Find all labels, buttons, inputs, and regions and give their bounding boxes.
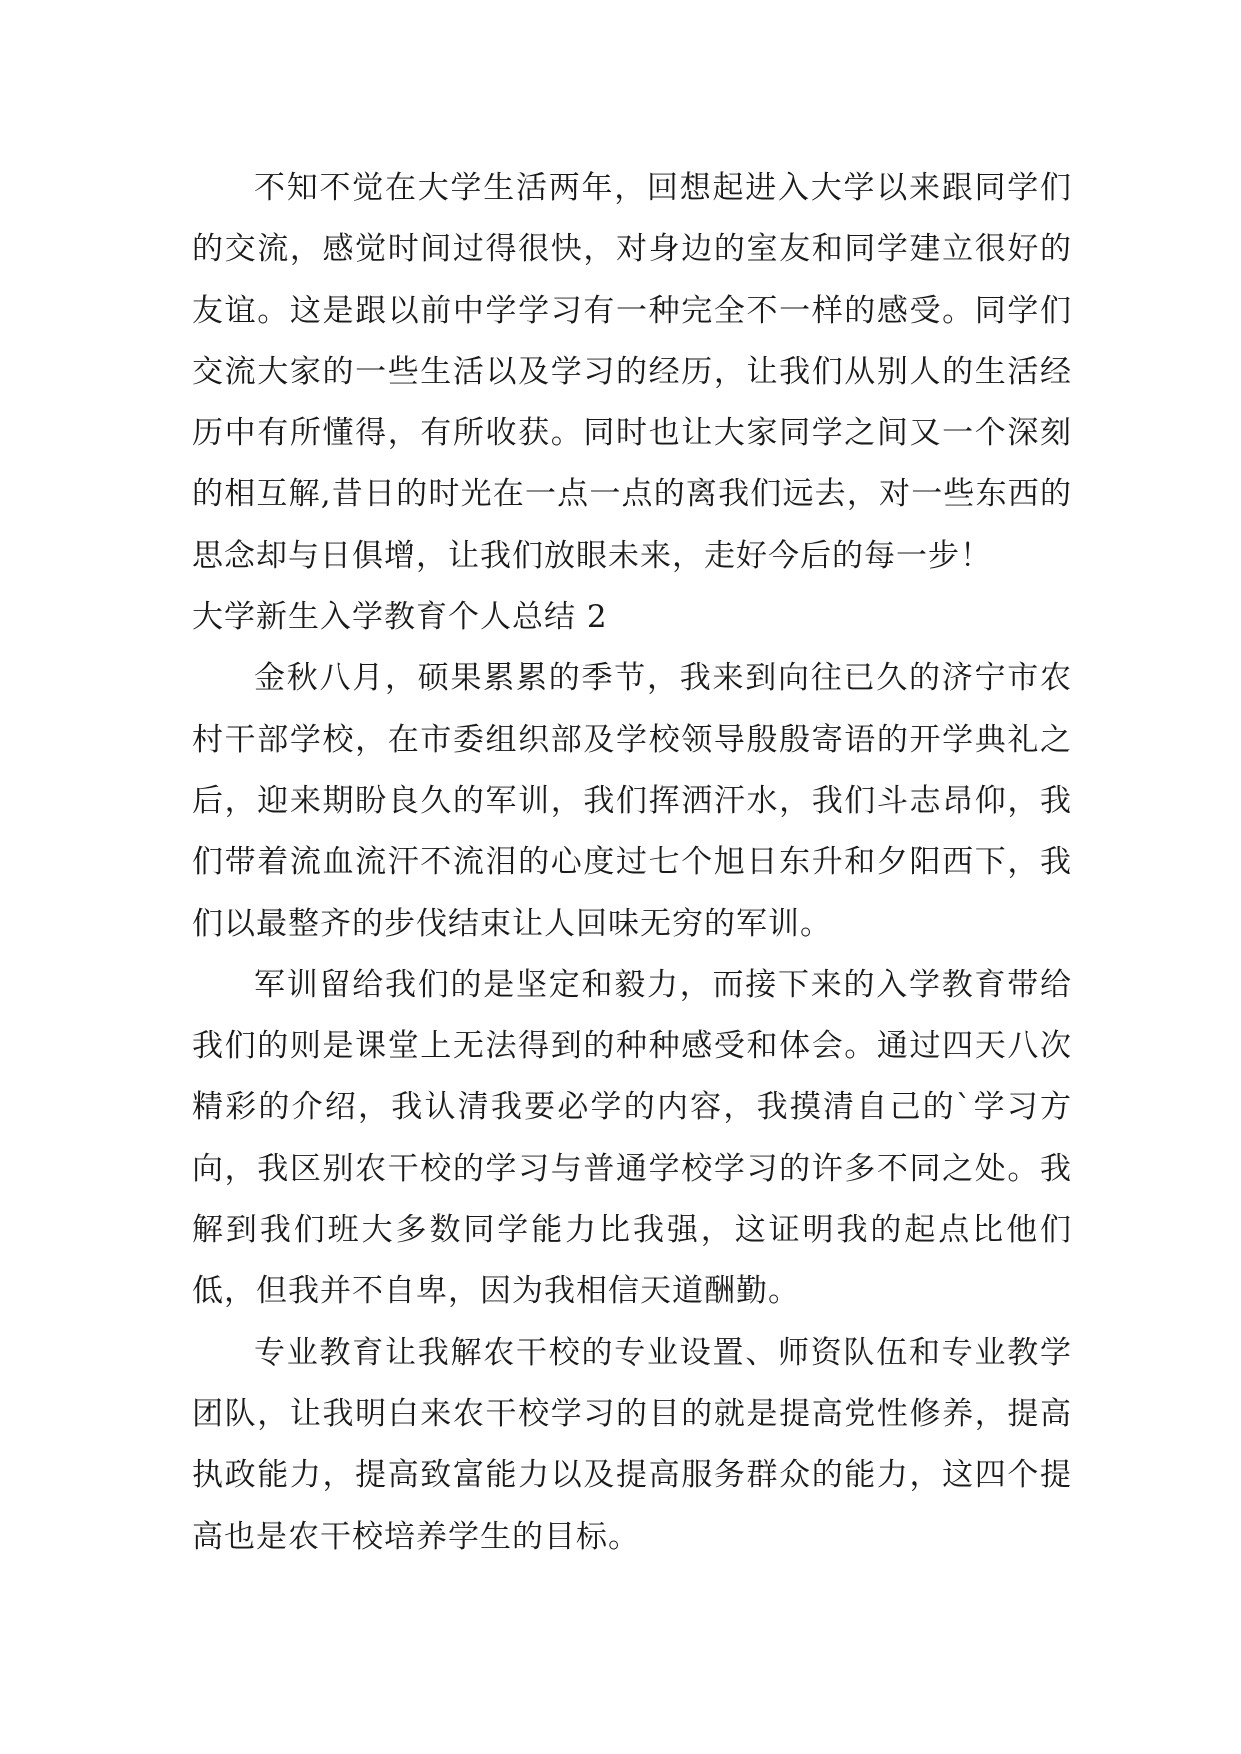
document-body bbox=[192, 158, 1072, 1568]
section-heading: 大学新生入学教育个人总结 2 bbox=[192, 599, 608, 636]
paragraph-professional-education: 专业教育让我解农干校的专业设置、师资队伍和专业教学团队，让我明白来农干校学习的目的就是提高党性修养，提高执政能力，提高致富能力以及提高服务群众的能力，这四个提高也是农干校培养学生的目标。 bbox=[192, 1334, 1072, 1555]
paragraph-military-training: 金秋八月，硕果累累的季节，我来到向往已久的济宁市农村干部学校，在市委组织部及学校领导殷殷寄语的开学典礼之后，迎来期盼良久的军训，我们挥洒汗水，我们斗志昂仰，我们带着流血流汗不流泪的心度过七个旭日东升和夕阳西下，我们以最整齐的步伐结束让人回味无穷的军训。 bbox=[192, 660, 1072, 942]
paragraph-intro: 不知不觉在大学生活两年，回想起进入大学以来跟同学们的交流，感觉时间过得很快，对身边的室友和同学建立很好的友谊。这是跟以前中学学习有一种完全不一样的感受。同学们交流大家的一些生活以及学习的经历，让我们从别人的生活经历中有所懂得，有所收获。同时也让大家同学之间又一个深刻的相互解,昔日的时光在一点一点的离我们远去，对一些东西的思念却与日俱增，让我们放眼未来，走好今后的每一步！ bbox=[192, 170, 1072, 574]
paragraph-orientation: 军训留给我们的是坚定和毅力，而接下来的入学教育带给我们的则是课堂上无法得到的种种感受和体会。通过四天八次精彩的介绍，我认清我要必学的内容，我摸清自己的`学习方向，我区别农干校的学习与普通学校学习的许多不同之处。我解到我们班大多数同学能力比我强，这证明我的起点比他们低，但我并不自卑，因为我相信天道酬勤。 bbox=[192, 966, 1072, 1310]
